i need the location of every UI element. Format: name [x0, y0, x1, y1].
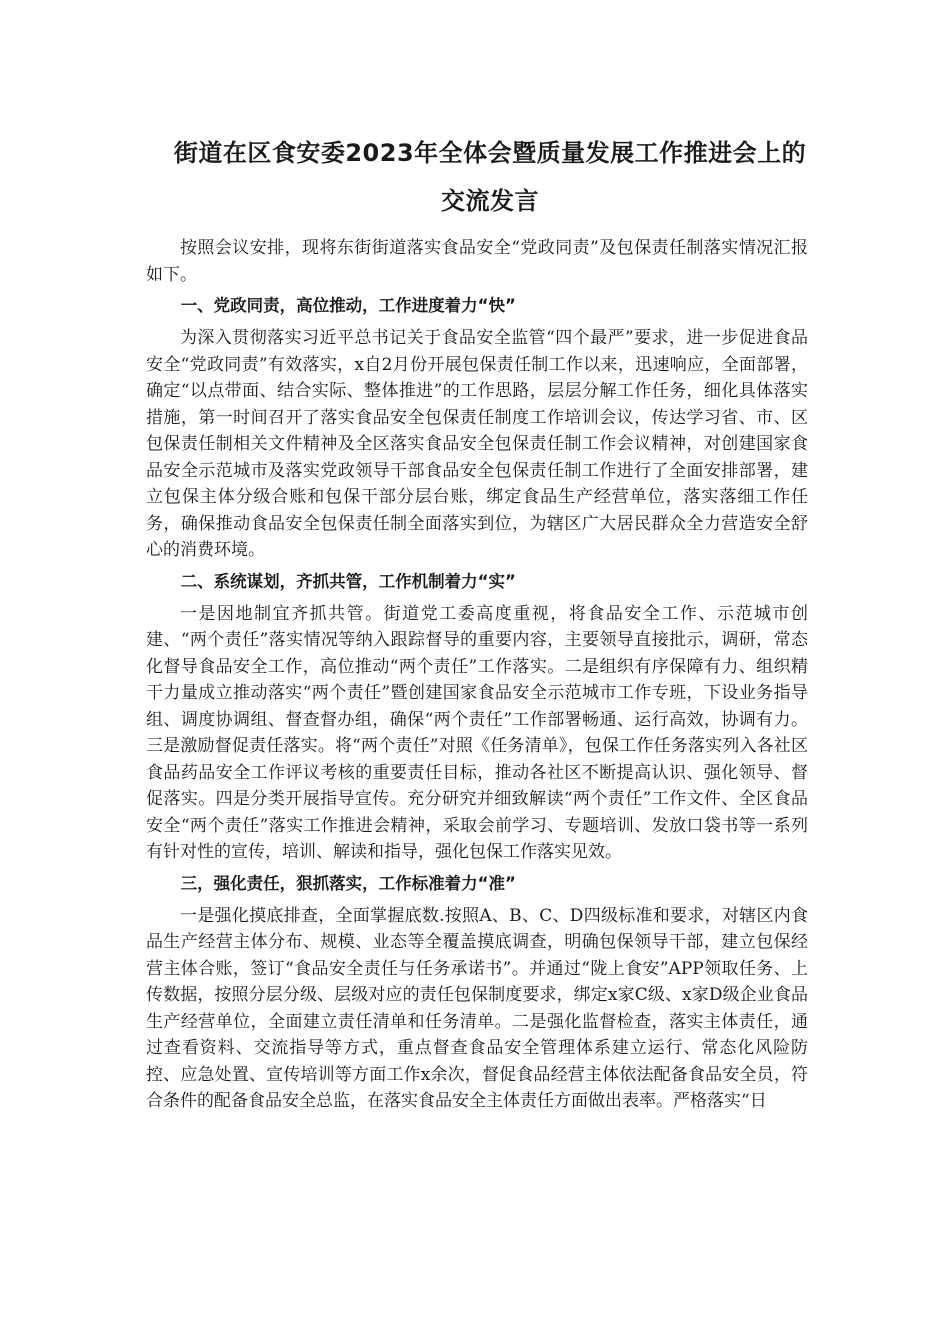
section-heading: 一、党政同责，高位推动，工作进度着力“快”: [180, 296, 516, 315]
document-body: [146, 235, 808, 1115]
section-paragraph: 一是强化摸底排查，全面掌握底数.按照A、B、C、D四级标准和要求，对辖区内食品生产经营主体分布、规模、业态等全覆盖摸底调查，明确包保领导干部，建立包保经营主体合账，签订“食品安全责任与任务承诺书”。并通过“陇上食安”APP领取任务、上传数据，按照分层分级、层级对应的责任包保制度要求，绑定x家C级、x家D级企业食品生产经营单位，全面建立责任清单和任务清单。二是强化监督检查，落实主体责任，通过查看资料、交流指导等方式，重点督查食品安全管理体系建立运行、常态化风险防控、应急处置、宣传培训等方面工作x余次，督促食品经营主体依法配备食品安全员，符合条件的配备食品安全总监，在落实食品安全主体责任方面做出表率。严格落实“日: [146, 905, 808, 1111]
document-title-line1: 街道在区食安委2023年全体会暨质量发展工作推进会上的: [173, 139, 807, 167]
section-heading: 三，强化责任，狠抓落实，工作标准着力“准”: [180, 873, 516, 893]
section-heading: 二、系统谋划，齐抓共管，工作机制着力“实”: [180, 571, 516, 591]
intro-paragraph: 按照会议安排，现将东街街道落实食品安全“党政同责”及包保责任制落实情况汇报如下。: [146, 238, 808, 285]
document-title-line2: 交流发言: [441, 187, 539, 215]
section-paragraph: 一是因地制宜齐抓共管。街道党工委高度重视，将食品安全工作、示范城市创建、“两个责任”落实情况等纳入跟踪督导的重要内容，主要领导直接批示，调研，常态化督导食品安全工作，高位推动“两个责任”工作落实。二是组织有序保障有力、组织精干力量成立推动落实“两个责任”暨创建国家食品安全示范城市工作专班，下设业务指导组、调度协调组、督查督办组，确保“两个责任”工作部署畅通、运行高效，协调有力。三是激励督促责任落实。将“两个责任”对照《任务清单》，包保工作任务落实列入各社区食品药品安全工作评议考核的重要责任目标，推动各社区不断提高认识、强化领导、督促落实。四是分类开展指导宣传。充分研究并细致解读“两个责任”工作文件、全区食品安全“两个责任”落实工作推进会精神，采取会前学习、专题培训、发放口袋书等一系列有针对性的宣传，培训、解读和指导，强化包保工作落实见效。: [146, 603, 808, 862]
section-paragraph: 为深入贯彻落实习近平总书记关于食品安全监管“四个最严”要求，进一步促进食品安全“党政同责”有效落实，x自2月份开展包保责任制工作以来，迅速响应，全面部署，确定“以点带面、结合实际、整体推进”的工作思路，层层分解工作任务，细化具体落实措施，第一时间召开了落实食品安全包保责任制度工作培训会议，传达学习省、市、区包保责任制相关文件精神及全区落实食品安全包保责任制工作会议精神，对创建国家食品安全示范城市及落实党政领导干部食品安全包保责任制工作进行了全面安排部署，建立包保主体分级合账和包保干部分层台账，绑定食品生产经营单位，落实落细工作任务，确保推动食品安全包保责任制全面落实到位，为辖区广大居民群众全力营造安全舒心的消费环境。: [146, 328, 808, 560]
